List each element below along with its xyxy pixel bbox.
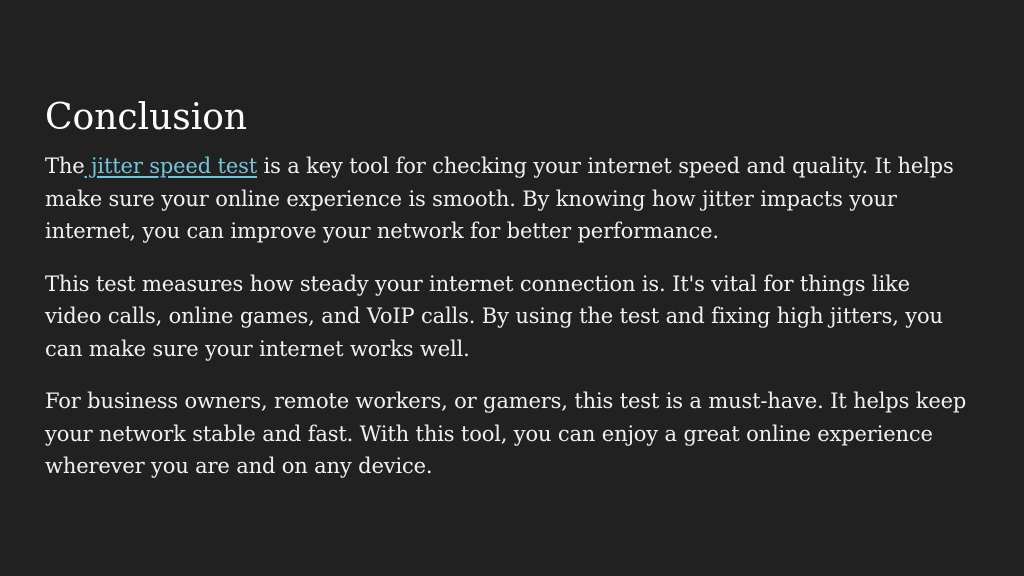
paragraph-intro — [45, 150, 972, 248]
slide-title: Conclusion — [45, 97, 248, 138]
paragraph-measures: This test measures how steady your internet connection is. It's vital for things like video calls, online games, and VoIP calls. By using the test and fixing high jitters, you can make sure your internet works well. — [45, 271, 943, 361]
paragraph-intro-rest: is a key tool for checking your internet speed and quality. It helps make sure your online experience is smooth. By knowing how jitter impacts your internet, you can improve your network for better performance. — [45, 154, 954, 243]
paragraph-intro-lead: The — [45, 154, 85, 178]
jitter-speed-test-link[interactable]: jitter speed test — [84, 154, 258, 178]
paragraph-audience: For business owners, remote workers, or gamers, this test is a must-have. It helps keep your network stable and fast. With this tool, you can enjoy a great online experience wherever you are and on any device. — [45, 389, 967, 478]
